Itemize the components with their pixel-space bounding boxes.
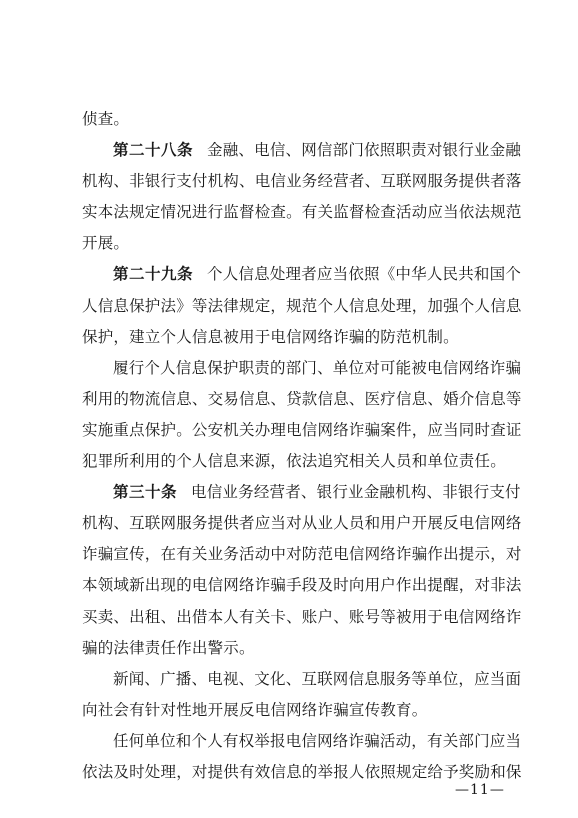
line-text: 骗的法律责任作出警示。: [82, 638, 255, 657]
body-text: [82, 104, 522, 788]
text-line: [82, 664, 522, 695]
text-line: [82, 446, 512, 477]
line-text: 向社会有针对性地开展反电信网络诈骗宣传教育。: [82, 700, 428, 719]
text-line: [82, 259, 522, 290]
line-text: 犯罪所利用的个人信息来源，依法追究相关人员和单位责任。: [82, 452, 506, 471]
text-line: [82, 477, 521, 508]
line-text: 保护，建立个人信息被用于电信网络诈骗的防范机制。: [82, 327, 459, 346]
text-line: [82, 415, 522, 446]
text-line: [82, 757, 522, 788]
text-line: [82, 539, 522, 570]
line-text: 本领域新出现的电信网络诈骗手段及时向用户作出提醒，对非法: [82, 576, 522, 595]
text-line: [82, 633, 512, 664]
line-text: 机构、非银行支付机构、电信业务经营者、互联网服务提供者落: [82, 172, 522, 191]
line-text: 依法及时处理，对提供有效信息的举报人依照规定给予奖励和保: [82, 762, 522, 781]
line-text: 履行个人信息保护职责的部门、单位对可能被电信网络诈骗: [113, 358, 522, 377]
line-text: 开展。: [82, 234, 130, 253]
text-line: [82, 197, 522, 228]
text-line: [82, 104, 512, 135]
text-line: [82, 322, 512, 353]
text-line: [82, 726, 522, 757]
line-text: 利用的物流信息、交易信息、贷款信息、医疗信息、婚介信息等: [82, 389, 522, 408]
page-number: —11—: [455, 782, 505, 798]
line-text: 侦查。: [82, 110, 130, 128]
line-text: 个人信息处理者应当依照《中华人民共和国个: [207, 265, 522, 284]
text-line: [82, 695, 512, 726]
line-text: 机构、互联网服务提供者应当对从业人员和用户开展反电信网络: [82, 514, 522, 533]
line-text: 人信息保护法》等法律规定，规范个人信息处理，加强个人信息: [82, 296, 522, 315]
line-text: 新闻、广播、电视、文化、互联网信息服务等单位，应当面: [113, 669, 522, 688]
text-line: [82, 291, 522, 322]
line-text: 金融、电信、网信部门依照职责对银行业金融: [207, 141, 522, 160]
article-heading: 第三十条: [113, 483, 178, 502]
line-text: 实施重点保护。公安机关办理电信网络诈骗案件，应当同时查证: [82, 420, 522, 439]
text-line: [82, 353, 522, 384]
text-line: [82, 570, 522, 601]
text-line: [82, 384, 522, 415]
text-line: [82, 135, 522, 166]
article-heading: 第二十九条: [113, 265, 194, 284]
line-text: 任何单位和个人有权举报电信网络诈骗活动，有关部门应当: [113, 731, 522, 750]
text-line: [82, 228, 512, 259]
text-line: [82, 602, 522, 633]
line-text: 实本法规定情况进行监督检查。有关监督检查活动应当依法规范: [82, 203, 522, 222]
line-text: 电信业务经营者、银行业金融机构、非银行支付: [191, 483, 521, 502]
line-text: 诈骗宣传，在有关业务活动中对防范电信网络诈骗作出提示，对: [82, 545, 522, 564]
text-line: [82, 508, 522, 539]
text-line: [82, 166, 522, 197]
line-text: 买卖、出租、出借本人有关卡、账户、账号等被用于电信网络诈: [82, 607, 522, 626]
article-heading: 第二十八条: [113, 141, 194, 160]
